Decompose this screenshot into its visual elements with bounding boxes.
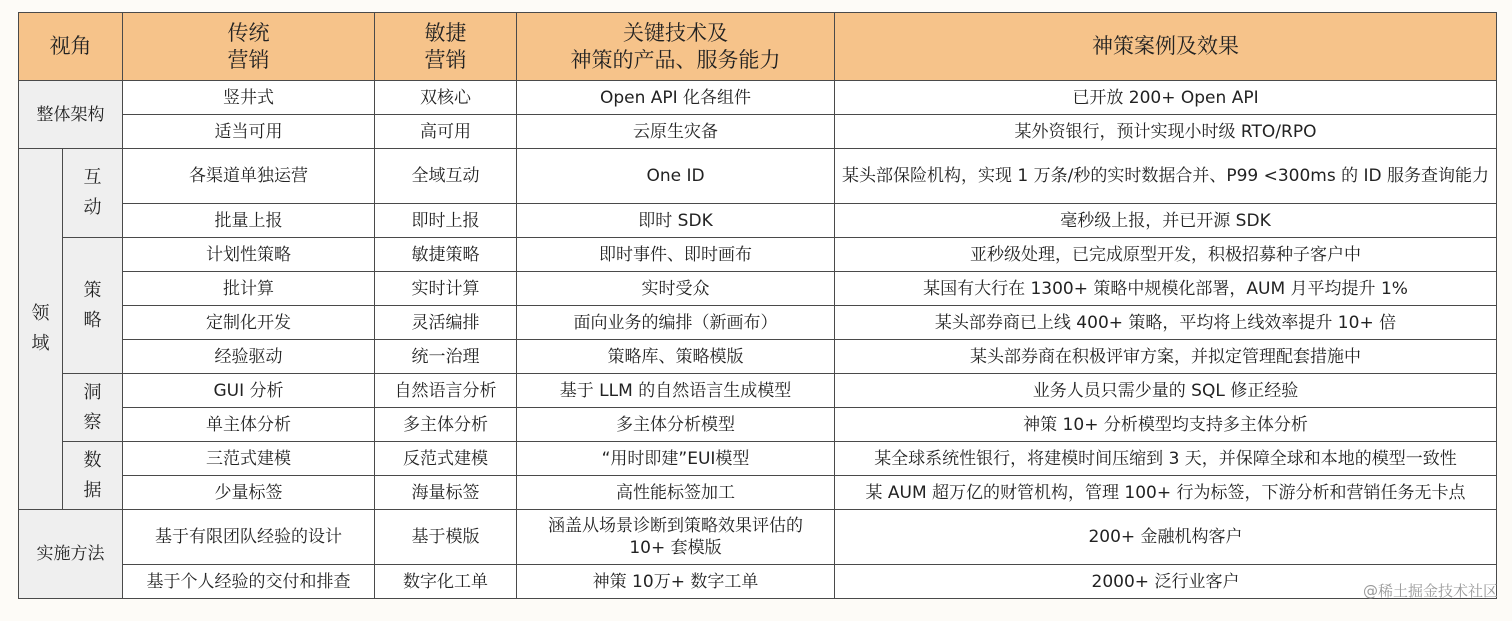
cell-case: 某头部券商在积极评审方案，并拟定管理配套措施中 <box>835 340 1497 374</box>
cell-traditional: 单主体分析 <box>123 408 375 442</box>
cell-case: 亚秒级处理，已完成原型开发，积极招募种子客户中 <box>835 238 1497 272</box>
cell-technology: 基于 LLM 的自然语言生成模型 <box>517 374 835 408</box>
table-row <box>19 565 1497 599</box>
cell-traditional: 批量上报 <box>123 204 375 238</box>
section-architecture: 整体架构 <box>19 81 123 149</box>
cell-agile: 反范式建模 <box>375 442 517 476</box>
table-row <box>19 149 1497 204</box>
cell-traditional: 基于个人经验的交付和排查 <box>123 565 375 599</box>
cell-technology: One ID <box>517 149 835 204</box>
cell-agile: 多主体分析 <box>375 408 517 442</box>
table-row <box>19 442 1497 476</box>
header-case-results: 神策案例及效果 <box>835 13 1497 81</box>
table-row <box>19 408 1497 442</box>
cell-traditional: 计划性策略 <box>123 238 375 272</box>
cell-agile: 灵活编排 <box>375 306 517 340</box>
cell-traditional: 适当可用 <box>123 115 375 149</box>
cell-agile: 海量标签 <box>375 476 517 510</box>
cell-agile: 基于模版 <box>375 510 517 565</box>
header-row <box>19 13 1497 81</box>
cell-case: 神策 10+ 分析模型均支持多主体分析 <box>835 408 1497 442</box>
table-row <box>19 81 1497 115</box>
cell-traditional: 经验驱动 <box>123 340 375 374</box>
header-perspective: 视角 <box>19 13 123 81</box>
cell-agile: 数字化工单 <box>375 565 517 599</box>
cell-traditional: 竖井式 <box>123 81 375 115</box>
section-data: 数 据 <box>63 442 123 510</box>
table-row <box>19 374 1497 408</box>
section-implementation: 实施方法 <box>19 510 123 599</box>
table-row <box>19 115 1497 149</box>
comparison-table-wrapper <box>18 12 1497 599</box>
table-row <box>19 272 1497 306</box>
cell-agile: 全域互动 <box>375 149 517 204</box>
cell-traditional: 三范式建模 <box>123 442 375 476</box>
table-row <box>19 238 1497 272</box>
cell-case: 某全球系统性银行，将建模时间压缩到 3 天，并保障全球和本地的模型一致性 <box>835 442 1497 476</box>
comparison-table <box>18 12 1497 599</box>
section-strategy: 策 略 <box>63 238 123 374</box>
cell-agile: 敏捷策略 <box>375 238 517 272</box>
cell-traditional: 基于有限团队经验的设计 <box>123 510 375 565</box>
cell-agile: 即时上报 <box>375 204 517 238</box>
cell-agile: 自然语言分析 <box>375 374 517 408</box>
cell-case: 某外资银行，预计实现小时级 RTO/RPO <box>835 115 1497 149</box>
cell-technology: “用时即建”EUI模型 <box>517 442 835 476</box>
cell-case: 毫秒级上报，并已开源 SDK <box>835 204 1497 238</box>
cell-case: 200+ 金融机构客户 <box>835 510 1497 565</box>
section-insight: 洞 察 <box>63 374 123 442</box>
cell-case: 某头部券商已上线 400+ 策略，平均将上线效率提升 10+ 倍 <box>835 306 1497 340</box>
cell-traditional: GUI 分析 <box>123 374 375 408</box>
section-domain: 领 域 <box>19 149 63 510</box>
cell-agile: 统一治理 <box>375 340 517 374</box>
watermark: @稀土掘金技术社区 <box>1362 582 1498 600</box>
cell-agile: 高可用 <box>375 115 517 149</box>
table-row <box>19 204 1497 238</box>
cell-technology: 策略库、策略模版 <box>517 340 835 374</box>
cell-traditional: 少量标签 <box>123 476 375 510</box>
cell-traditional: 各渠道单独运营 <box>123 149 375 204</box>
cell-agile: 实时计算 <box>375 272 517 306</box>
cell-case: 某国有大行在 1300+ 策略中规模化部署，AUM 月平均提升 1% <box>835 272 1497 306</box>
cell-technology: 即时事件、即时画布 <box>517 238 835 272</box>
cell-technology: 神策 10万+ 数字工单 <box>517 565 835 599</box>
cell-case: 2000+ 泛行业客户 <box>835 565 1497 599</box>
cell-technology: 实时受众 <box>517 272 835 306</box>
cell-case: 某 AUM 超万亿的财管机构，管理 100+ 行为标签，下游分析和营销任务无卡点 <box>835 476 1497 510</box>
table-row <box>19 340 1497 374</box>
table-row <box>19 510 1497 565</box>
cell-traditional: 定制化开发 <box>123 306 375 340</box>
cell-case: 某头部保险机构，实现 1 万条/秒的实时数据合并、P99 <300ms 的 ID 服务查询能力 <box>835 149 1497 204</box>
table-row <box>19 476 1497 510</box>
header-traditional-marketing: 传统 营销 <box>123 13 375 81</box>
header-key-technology: 关键技术及 神策的产品、服务能力 <box>517 13 835 81</box>
cell-technology: 多主体分析模型 <box>517 408 835 442</box>
cell-technology: 涵盖从场景诊断到策略效果评估的 10+ 套模版 <box>517 510 835 565</box>
cell-technology: Open API 化各组件 <box>517 81 835 115</box>
cell-technology: 即时 SDK <box>517 204 835 238</box>
cell-traditional: 批计算 <box>123 272 375 306</box>
cell-technology: 高性能标签加工 <box>517 476 835 510</box>
cell-case: 业务人员只需少量的 SQL 修正经验 <box>835 374 1497 408</box>
header-agile-marketing: 敏捷 营销 <box>375 13 517 81</box>
cell-technology: 面向业务的编排（新画布） <box>517 306 835 340</box>
cell-technology: 云原生灾备 <box>517 115 835 149</box>
cell-agile: 双核心 <box>375 81 517 115</box>
section-interaction: 互 动 <box>63 149 123 238</box>
table-row <box>19 306 1497 340</box>
cell-case: 已开放 200+ Open API <box>835 81 1497 115</box>
